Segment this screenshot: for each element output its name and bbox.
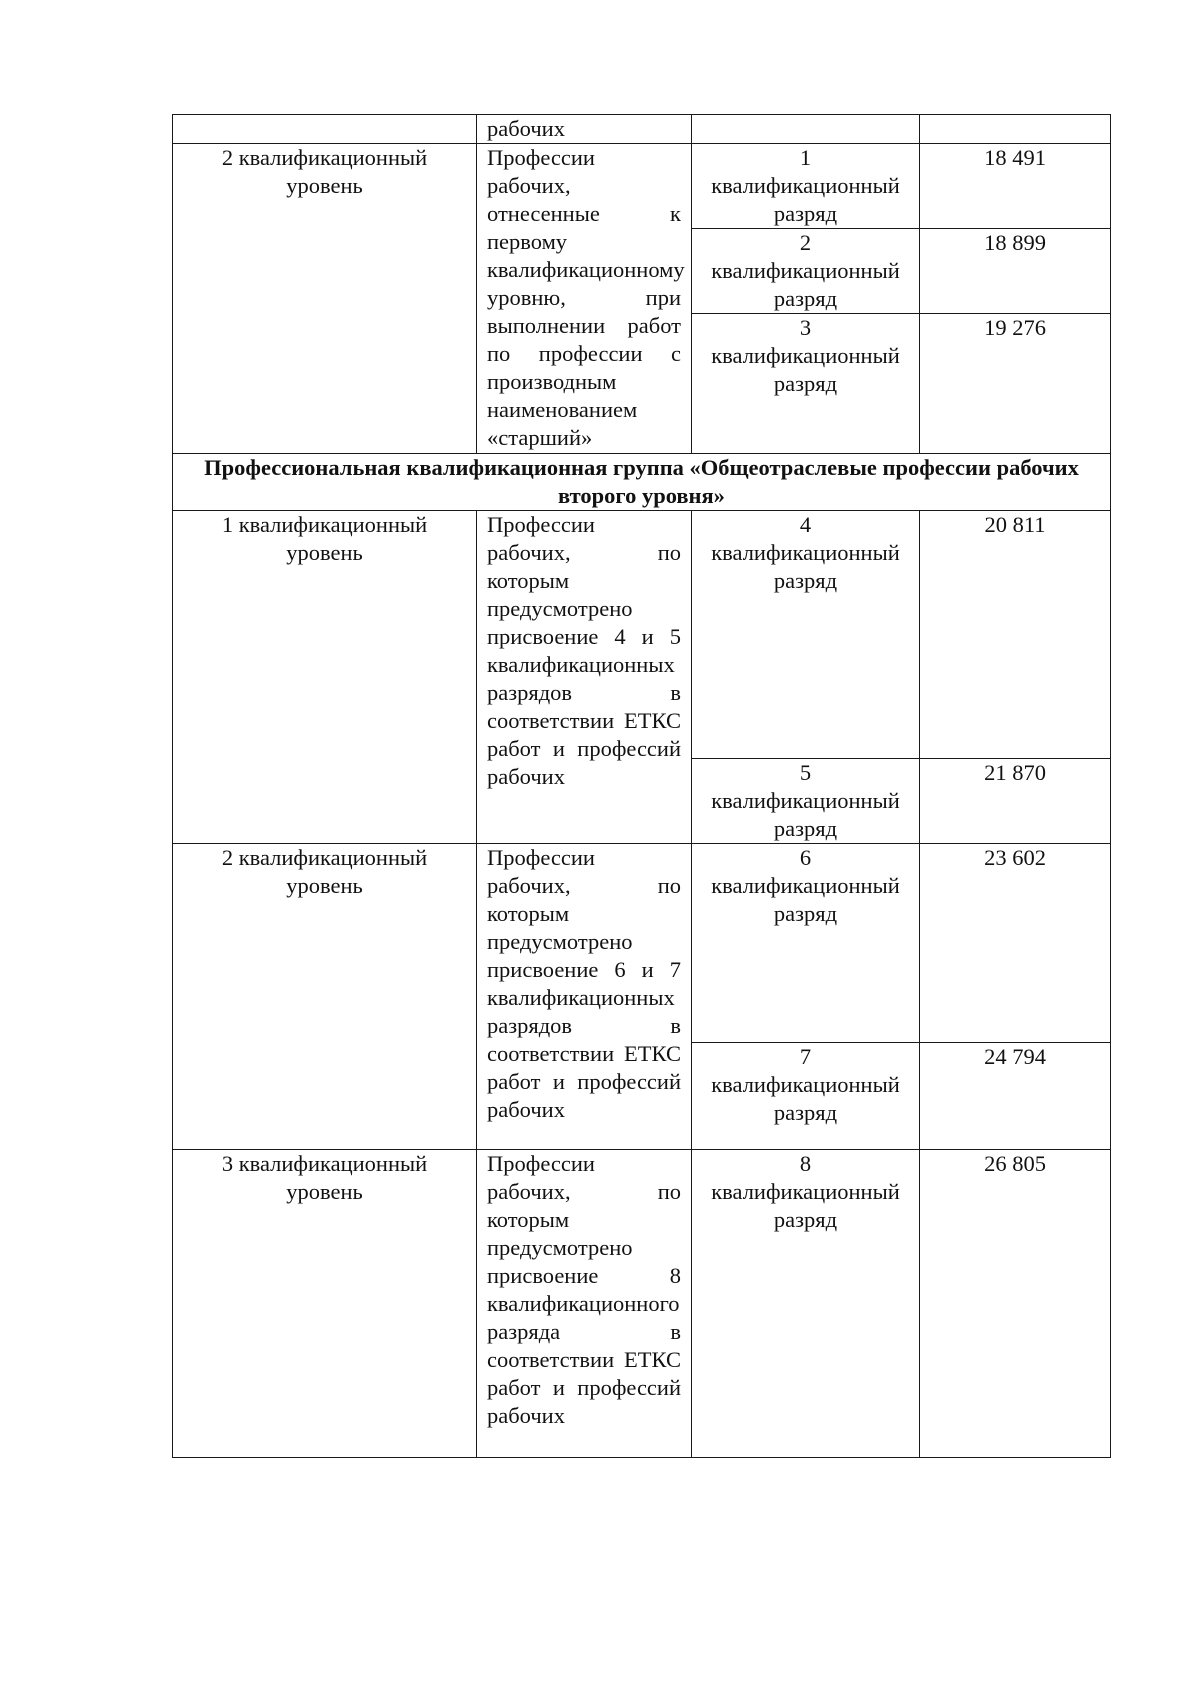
table-row (173, 1150, 1111, 1458)
grade-number: 2 (799, 230, 812, 255)
grade-tail: разряд (773, 1100, 838, 1125)
grade-cell (692, 511, 920, 759)
grade-tail: разряд (773, 201, 838, 226)
grade-number: 1 (799, 145, 812, 170)
grade-tail: разряд (773, 901, 838, 926)
grade-number: 5 (799, 760, 812, 785)
grade-word: квалификационный (711, 1072, 900, 1097)
salary-cell: 24 794 (920, 1043, 1111, 1150)
grade-tail: разряд (773, 1207, 838, 1232)
grade-cell (692, 115, 920, 144)
level-cell: 1 квалификационный уровень (173, 511, 477, 844)
grade-cell (692, 844, 920, 1043)
grade-word: квалификационный (711, 873, 900, 898)
table-row-continuation (173, 115, 1111, 144)
grade-cell (692, 1150, 920, 1458)
grade-tail: разряд (773, 816, 838, 841)
description-cell: рабочих (477, 115, 692, 144)
grade-cell (692, 229, 920, 314)
level-cell: 3 квалификационный уровень (173, 1150, 477, 1458)
grade-word: квалификационный (711, 258, 900, 283)
description-cell: Профессии рабочих, по которым предусмотрено присвоение 4 и 5 квалификационных разрядов в соответствии ЕТКС работ и профессий рабочих (477, 511, 692, 844)
table-row (173, 144, 1111, 229)
grade-number: 8 (799, 1151, 812, 1176)
grade-word: квалификационный (711, 343, 900, 368)
grade-cell (692, 1043, 920, 1150)
salary-cell: 21 870 (920, 759, 1111, 844)
grade-cell (692, 314, 920, 454)
table-row (173, 844, 1111, 1043)
salary-cell: 19 276 (920, 314, 1111, 454)
salary-cell: 18 899 (920, 229, 1111, 314)
grade-word: квалификационный (711, 173, 900, 198)
grade-number: 6 (799, 845, 812, 870)
grade-number: 3 (799, 315, 812, 340)
grade-cell (692, 144, 920, 229)
grade-number: 4 (799, 512, 812, 537)
grade-word: квалификационный (711, 540, 900, 565)
level-cell (173, 115, 477, 144)
grade-cell (692, 759, 920, 844)
group-header: Профессиональная квалификационная группа «Общеотраслевые профессии рабочих второго уровня» (173, 454, 1111, 511)
salary-table (172, 114, 1111, 1458)
grade-tail: разряд (773, 568, 838, 593)
salary-cell: 26 805 (920, 1150, 1111, 1458)
group-header-row (173, 454, 1111, 511)
level-cell: 2 квалификационный уровень (173, 144, 477, 454)
grade-tail: разряд (773, 286, 838, 311)
grade-word: квалификационный (711, 788, 900, 813)
salary-cell: 23 602 (920, 844, 1111, 1043)
description-cell: Профессии рабочих, по которым предусмотрено присвоение 8 квалификационного разряда в соответствии ЕТКС работ и профессий рабочих (477, 1150, 692, 1458)
grade-word: квалификационный (711, 1179, 900, 1204)
description-cell: Профессии рабочих, по которым предусмотрено присвоение 6 и 7 квалификационных разрядов в соответствии ЕТКС работ и профессий рабочих (477, 844, 692, 1150)
description-cell: Профессии рабочих, отнесенные к первому квалификационному уровню, при выполнении работ по профессии с производным наименованием «старший» (477, 144, 692, 454)
level-cell: 2 квалификационный уровень (173, 844, 477, 1150)
grade-tail: разряд (773, 371, 838, 396)
salary-cell: 20 811 (920, 511, 1111, 759)
salary-cell (920, 115, 1111, 144)
grade-number: 7 (799, 1044, 812, 1069)
table-row (173, 511, 1111, 759)
salary-cell: 18 491 (920, 144, 1111, 229)
